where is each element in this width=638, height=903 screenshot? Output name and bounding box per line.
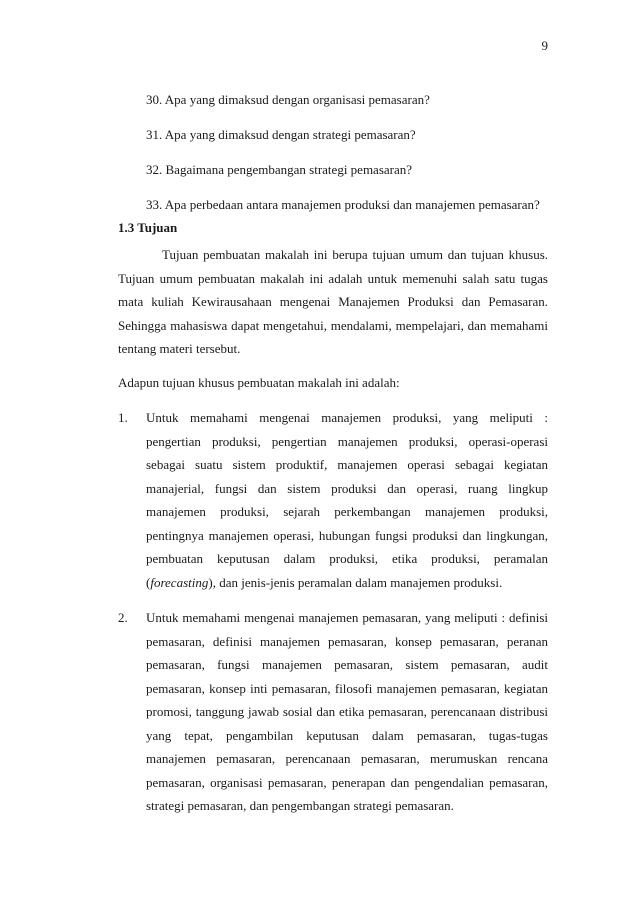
section-paragraph: Tujuan pembuatan makalah ini berupa tujuan umum dan tujuan khusus. Tujuan umum pembuatan makalah ini adalah untuk memenuhi salah satu tugas mata kuliah Kewirausahaan mengenai Manajemen Produksi dan Pemasaran. Sehingga mahasiswa dapat mengetahui, mendalami, mempelajari, dan memahami tentang materi tersebut. bbox=[118, 247, 548, 356]
list-intro: Adapun tujuan khusus pembuatan makalah ini adalah: bbox=[118, 374, 400, 390]
question-item-33: 33. Apa perbedaan antara manajemen produksi dan manajemen pemasaran? bbox=[146, 197, 540, 212]
question-item-32: 32. Bagaimana pengembangan strategi pemasaran? bbox=[146, 162, 413, 177]
objective-number: 1. bbox=[118, 410, 128, 425]
objective-text-part: ), dan jenis-jenis peramalan dalam manajemen produksi. bbox=[208, 574, 503, 590]
page-number: 9 bbox=[541, 38, 548, 53]
question-item-30: 30. Apa yang dimaksud dengan organisasi pemasaran? bbox=[146, 92, 430, 107]
objective-text-italic: forecasting bbox=[150, 574, 209, 590]
objective-list bbox=[118, 406, 548, 818]
question-list bbox=[146, 90, 566, 230]
objective-item-2 bbox=[118, 606, 548, 818]
objective-text bbox=[146, 406, 548, 594]
objective-text bbox=[146, 606, 548, 818]
question-item-31: 31. Apa yang dimaksud dengan strategi pemasaran? bbox=[146, 127, 416, 142]
objective-item-1 bbox=[118, 406, 548, 594]
section-heading: 1.3 Tujuan bbox=[118, 220, 178, 235]
section-tujuan bbox=[118, 218, 548, 830]
objective-number: 2. bbox=[118, 610, 128, 625]
objective-text-part: Untuk memahami mengenai manajemen pemasaran, yang meliputi : definisi pemasaran, definisi manajemen pemasaran, konsep pemasaran, peranan pemasaran, fungsi manajemen pemasaran, sistem pemasaran, audit pemasaran, konsep inti pemasaran, filosofi manajemen pemasaran, kegiatan promosi, tanggung jawab sosial dan etika pemasaran, perencanaan distribusi yang tepat, pengambilan keputusan dalam pemasaran, tugas-tugas manajemen pemasaran, perencanaan pemasaran, merumuskan rencana pemasaran, organisasi pemasaran, penerapan dan pengendalian pemasaran, strategi pemasaran, dan pengembangan strategi pemasaran. bbox=[146, 610, 548, 813]
objective-text-part: Untuk memahami mengenai manajemen produksi, yang meliputi : pengertian produksi, pengertian manajemen produksi, operasi-operasi sebagai suatu sistem produktif, manajemen operasi sebagai kegiatan manajerial, fungsi dan sistem produksi dan operasi, ruang lingkup manajemen produksi, sejarah perkembangan manajemen produksi, pentingnya manajemen operasi, hubungan fungsi produksi dan lingkungan, pembuatan keputusan dalam produksi, etika produksi, peramalan ( bbox=[146, 410, 548, 590]
